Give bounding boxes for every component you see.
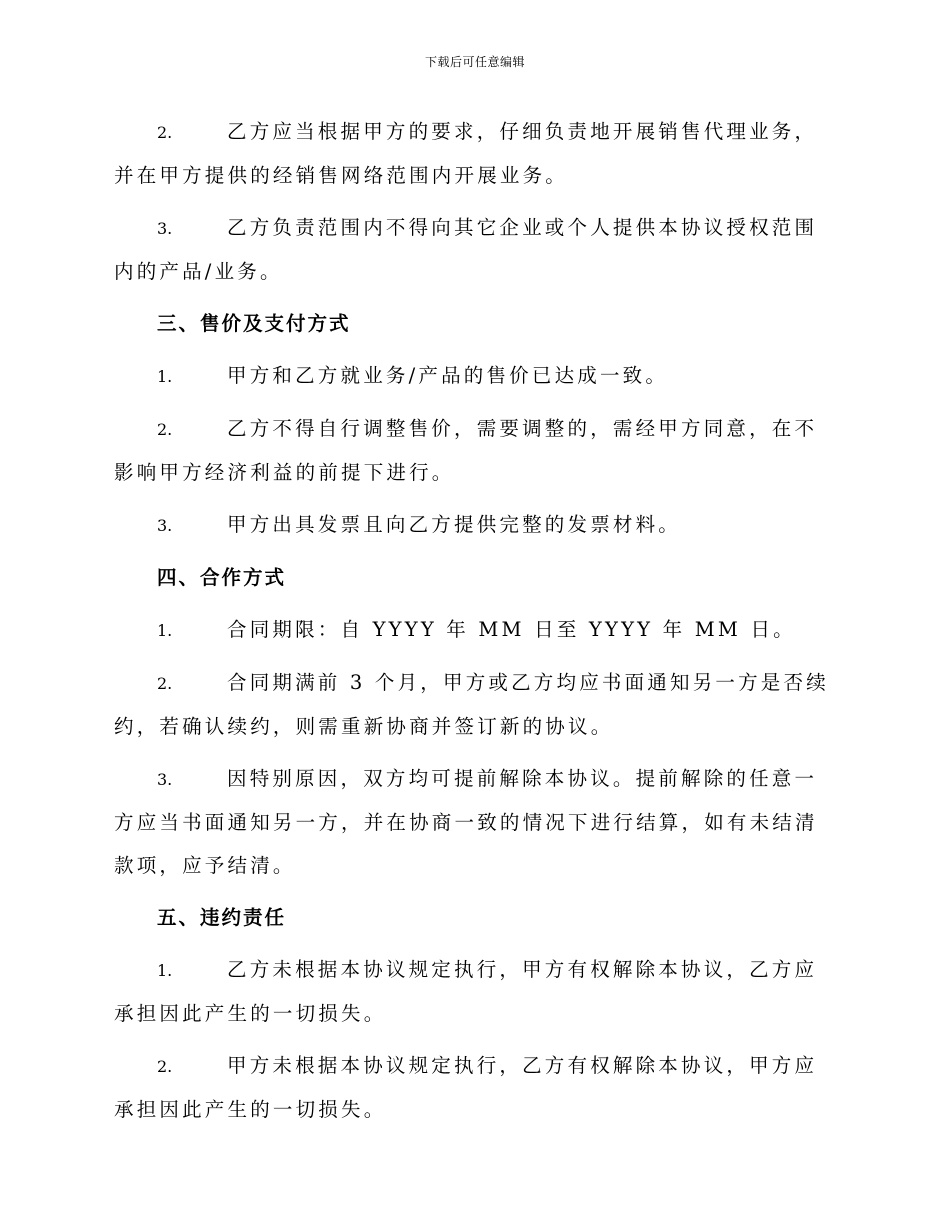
section-heading-3: 三、售价及支付方式 [157, 312, 351, 335]
clause-5-2 [114, 1044, 834, 1131]
clause-3-1 [114, 354, 834, 398]
clause-text: 乙方未根据本协议规定执行，甲方有权解除本协议，乙方应承担因此产生的一切损失。 [114, 958, 818, 1025]
clause-number: 3. [157, 219, 173, 238]
clause-4-3 [114, 757, 834, 887]
clause-text: 甲方和乙方就业务/产品的售价已达成一致。 [227, 364, 669, 387]
clause-3-2 [114, 407, 834, 494]
clause-number: 2. [157, 123, 173, 142]
clause-number: 1. [157, 621, 173, 640]
document-body [114, 110, 834, 1140]
clause-text: 甲方未根据本协议规定执行，乙方有权解除本协议，甲方应承担因此产生的一切损失。 [114, 1054, 818, 1121]
clause-number: 2. [157, 420, 173, 439]
section-heading-5: 五、违约责任 [157, 906, 287, 929]
clause-2-1 [114, 110, 834, 197]
clause-4-2 [114, 661, 834, 748]
clause-number: 2. [157, 674, 173, 693]
section-heading-4: 四、合作方式 [157, 566, 287, 589]
clause-text: 乙方应当根据甲方的要求，仔细负责地开展销售代理业务，并在甲方提供的经销售网络范围内开展业务。 [114, 120, 818, 187]
clause-3-3 [114, 503, 834, 547]
clause-number: 2. [157, 1057, 173, 1076]
clause-number: 3. [157, 770, 173, 789]
clause-text: 乙方负责范围内不得向其它企业或个人提供本协议授权范围内的产品/业务。 [114, 216, 818, 283]
clause-text: 因特别原因，双方均可提前解除本协议。提前解除的任意一方应当书面通知另一方，并在协商一致的情况下进行结算，如有未结清款项，应予结清。 [114, 767, 818, 877]
clause-number: 3. [157, 516, 173, 535]
clause-text: 甲方出具发票且向乙方提供完整的发票材料。 [227, 513, 682, 536]
clause-text: 合同期满前 3 个月，甲方或乙方均应书面通知另一方是否续约，若确认续约，则需重新协商并签订新的协议。 [114, 671, 829, 738]
page-header: 下载后可任意编辑 [424, 55, 525, 69]
clause-4-1 [114, 608, 834, 652]
clause-number: 1. [157, 961, 173, 980]
clause-number: 1. [157, 367, 173, 386]
clause-5-1 [114, 948, 834, 1035]
clause-2-2 [114, 206, 834, 293]
clause-text: 合同期限：自 YYYY 年 MM 日至 YYYY 年 MM 日。 [227, 618, 796, 641]
clause-text: 乙方不得自行调整售价，需要调整的，需经甲方同意，在不影响甲方经济利益的前提下进行。 [114, 417, 818, 484]
